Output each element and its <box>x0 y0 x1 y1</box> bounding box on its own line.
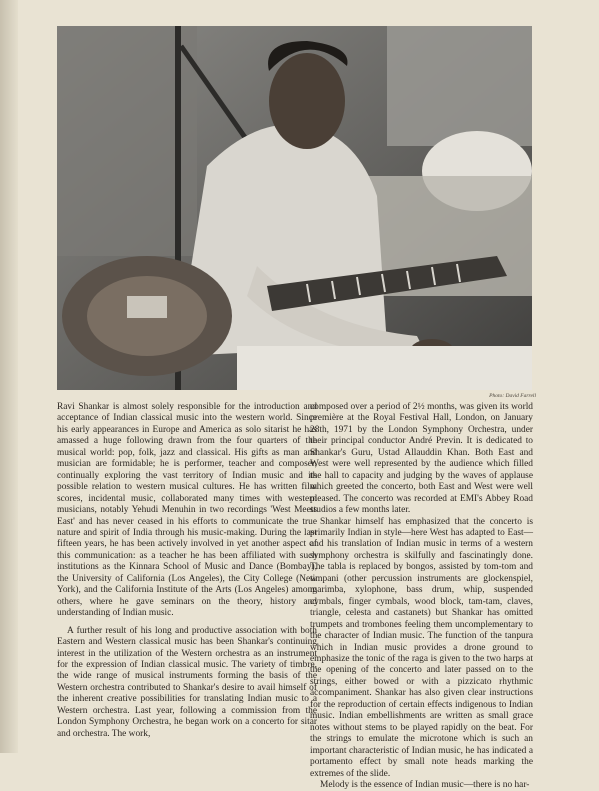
photo-credit: Photo: David Farrell <box>489 393 536 399</box>
page-binding-edge <box>0 0 18 753</box>
musician-photograph <box>57 26 532 390</box>
paragraph: A further result of his long and productive association with both Eastern and Western classical music has been Shankar's continuing interest in the utilization of the Western orchestra as an instrument for the expression of Indian classical music. The variety of timbre, the wide range of musical instruments forming the basis of the Western orchestra contributed to Shankar's desire to avail himself of the inherent creative possibilities for translating Indian music to a Western orchestra. Last year, following a commission from the London Symphony Orchestra, he began work on a concerto for sitar and orchestra. The work, <box>57 625 317 739</box>
paragraph: Shankar himself has emphasized that the concerto is primarily Indian in style—here West has adapted to East—and his translation of Indian music in terms of a western symphony orchestra is skilfully and fascinatingly done. The tabla is replaced by bongos, assisted by tom-tom and timpani (other percussion instruments are glockenspiel, marimba, xylophone, bass drum, whip, suspended cymbals, finger cymbals, wood block, tam-tam, claves, triangle, celesta and castanets) but Shankar has omitted trumpets and trombones feeling them uncomplementary to the character of Indian music. The function of the tanpura which in Indian music provides a drone ground to emphasize the tonic of the raga is given to the two harps at the opening of the concerto and later passed on to the strings, either bowed or with a pizzicato rhythmic accompaniment. Shankar has also given clear instructions for the reproduction of certain effects indigenous to Indian music. Indian embellishments are written as small grace notes without stems to be played rapidly on the beat. For the strings to emulate the microtone which is such an important characteristic of Indian music, he has indicated a portamento effect by small note heads marking the extremes of the slide. <box>310 516 533 779</box>
article-left-column <box>57 402 317 740</box>
paragraph: Ravi Shankar is almost solely responsible for the introduction and acceptance of Indian classical music into the western world. Since his early appearances in Europe and America as solo sitarist he has amassed a huge following drawn from the four quarters of the musical world: pop, folk, jazz and classical. His gifts as man and musician are formidable; he is performer, teacher and composer, continually exploring the vast territory of Indian music and its possible relation to western musical cultures. He has written film scores, incidental music, collaborated many times with western musicians, notably Yehudi Menuhin in two recordings 'West Meets East' and has never ceased in his efforts to communicate the true nature and spirit of India through his music-making. During the last fifteen years, he has been actively involved in yet another aspect of this communication: as a teacher he has been affiliated with such institutions as the Kinnara School of Music and Dance (Bombay), the University of California (Los Angeles), the City College (New York), and the California Institute of the Arts (Los Angeles) among others, where he gave seminars on the theory, history and understanding of Indian music. <box>57 402 317 619</box>
paragraph: Melody is the essence of Indian music—there is no har- <box>320 779 530 790</box>
article-right-column <box>310 402 533 791</box>
photo-illustration <box>57 26 532 390</box>
paragraph: composed over a period of 2½ months, was given its world première at the Royal Festival Hall, London, on January 28th, 1971 by the London Symphony Orchestra, under their principal conductor André Previn. It is dedicated to Shankar's Guru, Ustad Allauddin Khan. Both East and West were well represented by the audience which filled the hall to capacity and judging by the waves of applause which greeted the concerto, both East and West were well pleased. The concerto was recorded at EMI's Abbey Road studios a few months later. <box>310 402 533 516</box>
